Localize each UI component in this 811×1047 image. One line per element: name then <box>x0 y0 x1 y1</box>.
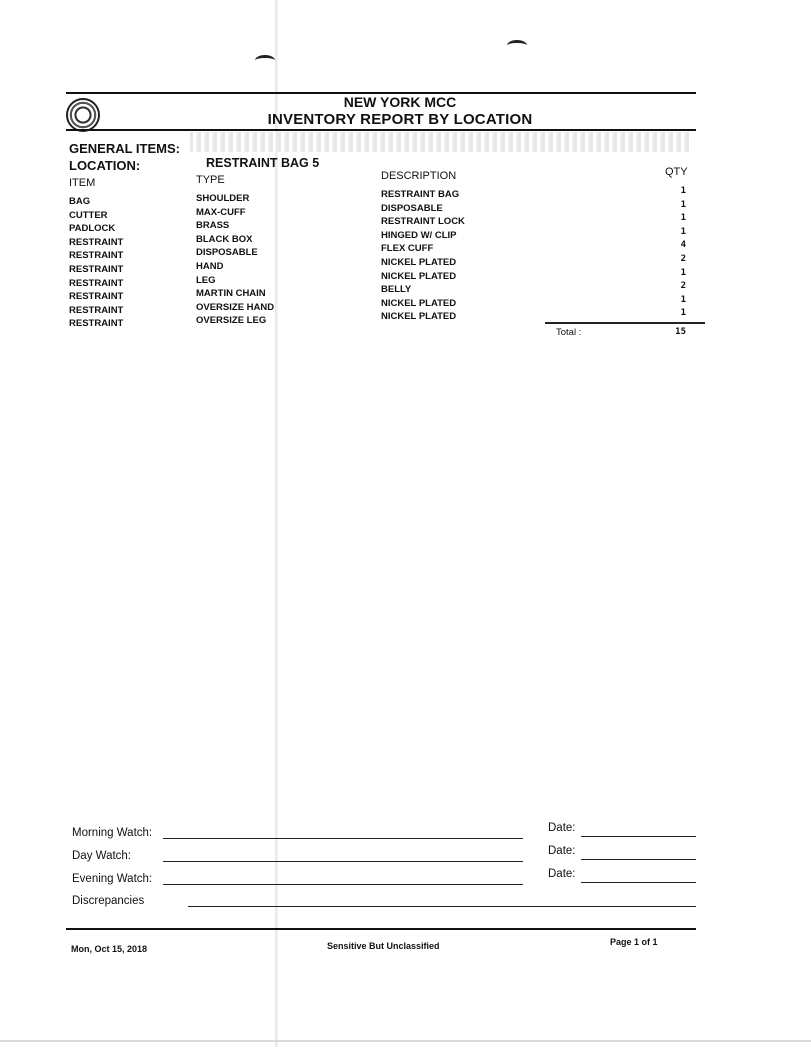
table-row-item: BAG <box>69 196 91 207</box>
table-row-description: RESTRAINT LOCK <box>381 216 465 228</box>
table-row-qty: 2 <box>680 253 686 264</box>
table-row-item: CUTTER <box>69 209 108 221</box>
morning-date-line[interactable] <box>581 836 696 837</box>
table-row-description: FLEX CUFF <box>381 243 434 255</box>
table-row-type: MARTIN CHAIN <box>196 288 266 300</box>
table-row-qty: 1 <box>680 199 686 210</box>
table-row-type: LEG <box>196 274 216 286</box>
discrepancies-line[interactable] <box>188 906 696 907</box>
table-row-type: DISPOSABLE <box>196 247 258 259</box>
qty-column <box>666 185 686 321</box>
table-row-description: RESTRAINT BAG <box>381 189 460 200</box>
table-row-description: HINGED W/ CLIP <box>381 229 457 241</box>
item-column <box>69 195 123 331</box>
column-header-item: ITEM <box>69 177 96 189</box>
table-row-type: MAX-CUFF <box>196 206 246 218</box>
table-row-item: RESTRAINT <box>69 318 124 330</box>
table-row-qty: 1 <box>680 267 686 278</box>
table-row-item: RESTRAINT <box>69 250 124 262</box>
table-row-type: BLACK BOX <box>196 233 253 245</box>
location-label: LOCATION: <box>69 158 141 173</box>
table-row-qty: 4 <box>680 240 686 251</box>
table-row-description: DISPOSABLE <box>381 202 443 214</box>
table-row-item: RESTRAINT <box>69 277 124 289</box>
morning-date-label: Date: <box>548 822 576 834</box>
column-header-description: DESCRIPTION <box>381 170 457 182</box>
header-bottom-rule <box>66 129 696 131</box>
table-row-description: NICKEL PLATED <box>381 311 457 323</box>
table-row-qty: 1 <box>680 294 686 305</box>
morning-watch-label: Morning Watch: <box>72 827 153 839</box>
discrepancies-label: Discrepancies <box>72 895 145 907</box>
day-watch-label: Day Watch: <box>72 850 132 862</box>
table-row-item: RESTRAINT <box>69 263 124 275</box>
redacted-general-items <box>190 132 690 152</box>
column-header-type: TYPE <box>196 174 225 186</box>
location-value: RESTRAINT BAG 5 <box>206 156 320 170</box>
day-watch-signature-line[interactable] <box>163 861 523 862</box>
scan-bottom-edge <box>0 1040 811 1042</box>
table-row-type: BRASS <box>196 220 230 232</box>
day-date-label: Date: <box>548 845 576 857</box>
column-header-qty: QTY <box>665 166 688 178</box>
total-label: Total : <box>556 327 582 338</box>
evening-date-line[interactable] <box>581 882 696 883</box>
morning-watch-signature-line[interactable] <box>163 838 523 839</box>
table-row-qty: 1 <box>680 308 686 319</box>
table-row-qty: 1 <box>680 186 686 196</box>
type-column <box>196 192 274 328</box>
agency-seal-icon <box>66 98 100 132</box>
footer-page-number: Page 1 of 1 <box>610 937 658 947</box>
table-row-description: NICKEL PLATED <box>381 256 457 268</box>
table-row-type: HAND <box>196 260 224 272</box>
table-row-description: NICKEL PLATED <box>381 297 457 309</box>
evening-watch-signature-line[interactable] <box>163 884 523 885</box>
description-column <box>381 188 465 324</box>
table-row-type: OVERSIZE LEG <box>196 315 267 327</box>
evening-watch-label: Evening Watch: <box>72 873 153 885</box>
footer-rule <box>66 928 696 930</box>
table-row-item: PADLOCK <box>69 223 116 235</box>
punch-hole-mark-left <box>255 55 275 66</box>
day-date-line[interactable] <box>581 859 696 860</box>
org-title: NEW YORK MCC <box>343 94 457 110</box>
table-row-item: RESTRAINT <box>69 304 124 316</box>
table-row-description: NICKEL PLATED <box>381 270 457 282</box>
footer-classification: Sensitive But Unclassified <box>327 941 440 951</box>
table-row-type: SHOULDER <box>196 193 250 204</box>
evening-date-label: Date: <box>548 868 576 880</box>
table-row-type: OVERSIZE HAND <box>196 301 275 313</box>
table-row-description: BELLY <box>381 284 412 296</box>
report-title: INVENTORY REPORT BY LOCATION <box>267 111 533 128</box>
total-value: 15 <box>675 327 686 337</box>
general-items-label: GENERAL ITEMS: <box>69 141 180 156</box>
table-row-qty: 2 <box>680 281 686 292</box>
table-row-item: RESTRAINT <box>69 291 124 303</box>
table-row-item: RESTRAINT <box>69 236 124 248</box>
table-row-qty: 1 <box>680 213 686 224</box>
total-rule <box>545 322 705 324</box>
table-row-qty: 1 <box>680 226 686 237</box>
punch-hole-mark-right <box>507 40 527 51</box>
footer-date: Mon, Oct 15, 2018 <box>71 944 148 954</box>
